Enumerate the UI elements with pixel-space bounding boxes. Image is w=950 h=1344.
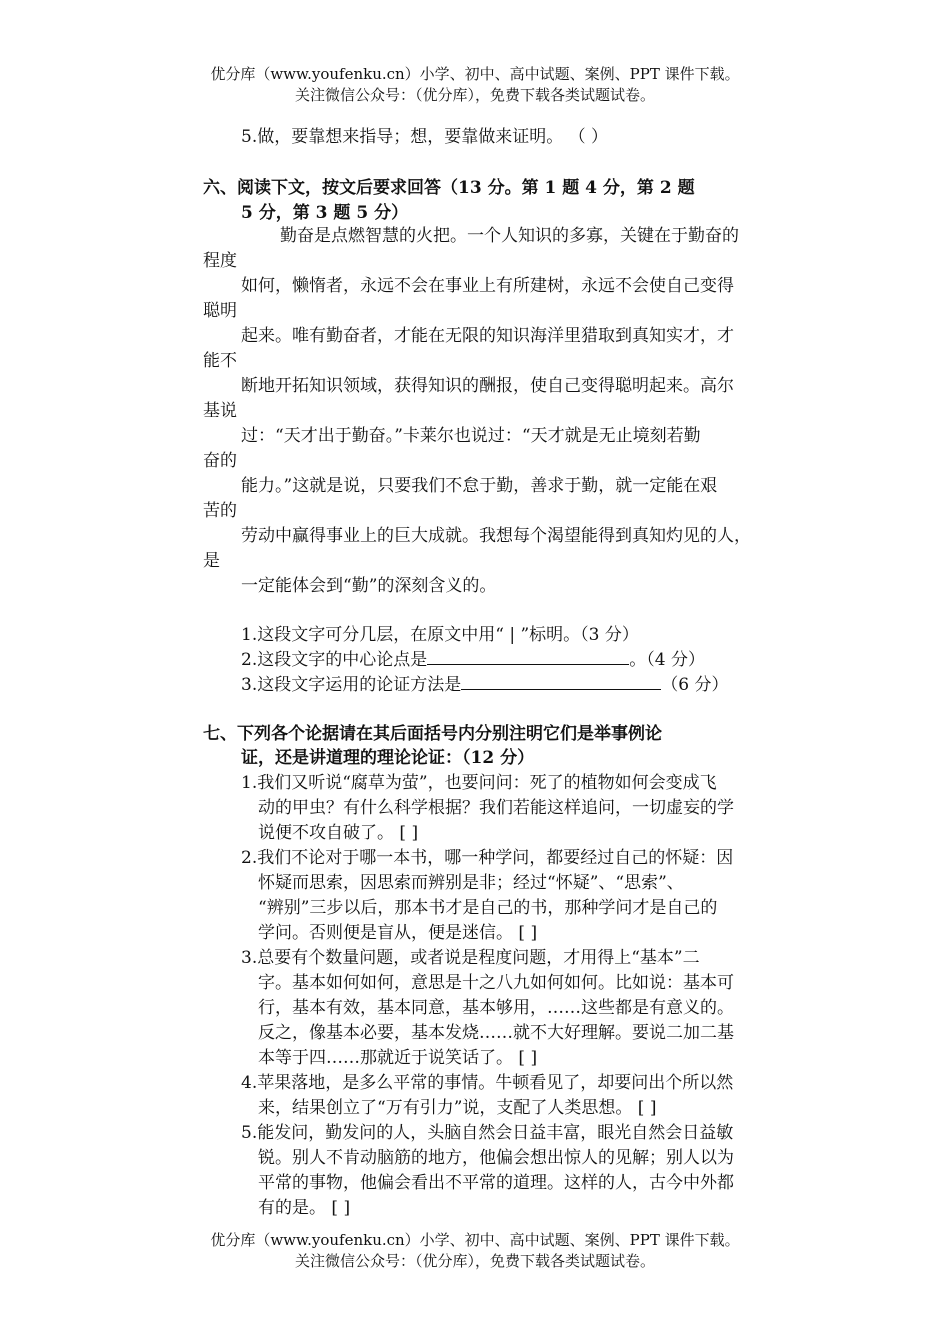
section-6-title-line-2: 5 分，第 3 题 5 分） <box>241 203 409 223</box>
passage-line: 过：“天才出于勤奋。”卡莱尔也说过：“天才就是无止境刻若勤 <box>241 426 701 446</box>
question-3-text: 3.这段文字运用的论证方法是 <box>241 675 462 695</box>
item-3-line: 本等于四……那就近于说笑话了。 [ ] <box>258 1048 538 1068</box>
footer-line-2: 关注微信公众号：（优分库），免费下载各类试题试卷。 <box>294 1252 655 1270</box>
item-5-line: 5.能发问，勤发问的人，头脑自然会日益丰富，眼光自然会日益敏 <box>241 1123 734 1143</box>
passage-line: 如何，懒惰者，永远不会在事业上有所建树，永远不会使自己变得 <box>241 276 734 296</box>
question-2-text: 2.这段文字的中心论点是 <box>241 650 428 670</box>
passage-line: 能不 <box>203 351 237 371</box>
item-5-line: 有的是。 [ ] <box>258 1198 351 1218</box>
item-5-line: 平常的事物，他偏会看出不平常的道理。这样的人，古今中外都 <box>258 1173 734 1193</box>
passage-line: 断地开拓知识领域，获得知识的酬报，使自己变得聪明起来。高尔 <box>241 376 734 396</box>
answer-blank-3[interactable] <box>461 673 661 690</box>
section-7-title-line-2: 证，还是讲道理的理论论证：（12 分） <box>241 748 535 768</box>
passage-line: 奋的 <box>203 451 237 471</box>
item-4-line: 4.苹果落地，是多么平常的事情。牛顿看见了，却要问出个所以然 <box>241 1073 734 1093</box>
item-1-line: 动的甲虫？有什么科学根据？我们若能这样追问，一切虚妄的学 <box>258 798 734 818</box>
item-2-line: 怀疑而思索，因思索而辨别是非；经过“怀疑”、“思索”、 <box>258 873 684 893</box>
passage-line: 聪明 <box>203 301 237 321</box>
header-line-1: 优分库（www.youfenku.cn）小学、初中、高中试题、案例、PPT 课件下载。 <box>210 65 740 83</box>
passage-line: 苦的 <box>203 501 237 521</box>
question-3-score: （6 分） <box>661 675 729 695</box>
header-line-2: 关注微信公众号：（优分库），免费下载各类试题试卷。 <box>294 86 655 104</box>
passage-line: 起来。唯有勤奋者，才能在无限的知识海洋里猎取到真知实才，才 <box>241 326 734 346</box>
section-6-question-2 <box>241 648 705 672</box>
item-5-line: 锐。别人不肯动脑筋的地方，他偏会想出惊人的见解；别人以为 <box>258 1148 734 1168</box>
passage-line: 程度 <box>203 251 237 271</box>
item-3-line: 行，基本有效，基本同意，基本够用，……这些都是有意义的。 <box>258 998 734 1018</box>
item-1-line: 说便不攻自破了。 [ ] <box>258 823 419 843</box>
passage-line: 基说 <box>203 401 237 421</box>
passage-line: 劳动中赢得事业上的巨大成就。我想每个渴望能得到真知灼见的人， <box>241 526 751 546</box>
item-2-line: 学问。否则便是盲从，便是迷信。 [ ] <box>258 923 538 943</box>
section-7-title-line-1: 七、下列各个论据请在其后面括号内分别注明它们是举事例论 <box>203 724 662 744</box>
passage-line: 勤奋是点燃智慧的火把。一个人知识的多寡，关键在于勤奋的 <box>280 226 739 246</box>
item-4-line: 来，结果创立了“万有引力”说，支配了人类思想。 [ ] <box>258 1098 657 1118</box>
prev-question-5: 5.做，要靠想来指导；想，要靠做来证明。 （ ） <box>241 127 609 147</box>
footer-line-1: 优分库（www.youfenku.cn）小学、初中、高中试题、案例、PPT 课件下载。 <box>210 1231 740 1249</box>
section-6-question-1: 1.这段文字可分几层，在原文中用“ | ”标明。（3 分） <box>241 625 639 645</box>
section-6-question-3 <box>241 673 728 697</box>
passage-line: 是 <box>203 551 220 571</box>
item-3-line: 3.总要有个数量问题，或者说是程度问题，才用得上“基本”二 <box>241 948 700 968</box>
item-3-line: 反之，像基本必要，基本发烧……就不大好理解。要说二加二基 <box>258 1023 734 1043</box>
passage-line: 一定能体会到“勤”的深刻含义的。 <box>241 576 497 596</box>
question-2-score: 。（4 分） <box>629 650 705 670</box>
section-6-title-line-1: 六、阅读下文，按文后要求回答（13 分。第 1 题 4 分，第 2 题 <box>203 178 695 198</box>
answer-blank-2[interactable] <box>427 648 629 665</box>
item-2-line: 2.我们不论对于哪一本书，哪一种学问，都要经过自己的怀疑：因 <box>241 848 734 868</box>
passage-line: 能力。”这就是说，只要我们不怠于勤，善求于勤，就一定能在艰 <box>241 476 718 496</box>
item-3-line: 字。基本如何如何，意思是十之八九如何如何。比如说：基本可 <box>258 973 734 993</box>
item-1-line: 1.我们又听说“腐草为萤”，也要问问：死了的植物如何会变成飞 <box>241 773 717 793</box>
item-2-line: “辨别”三步以后，那本书才是自己的书，那种学问才是自己的 <box>258 898 718 918</box>
